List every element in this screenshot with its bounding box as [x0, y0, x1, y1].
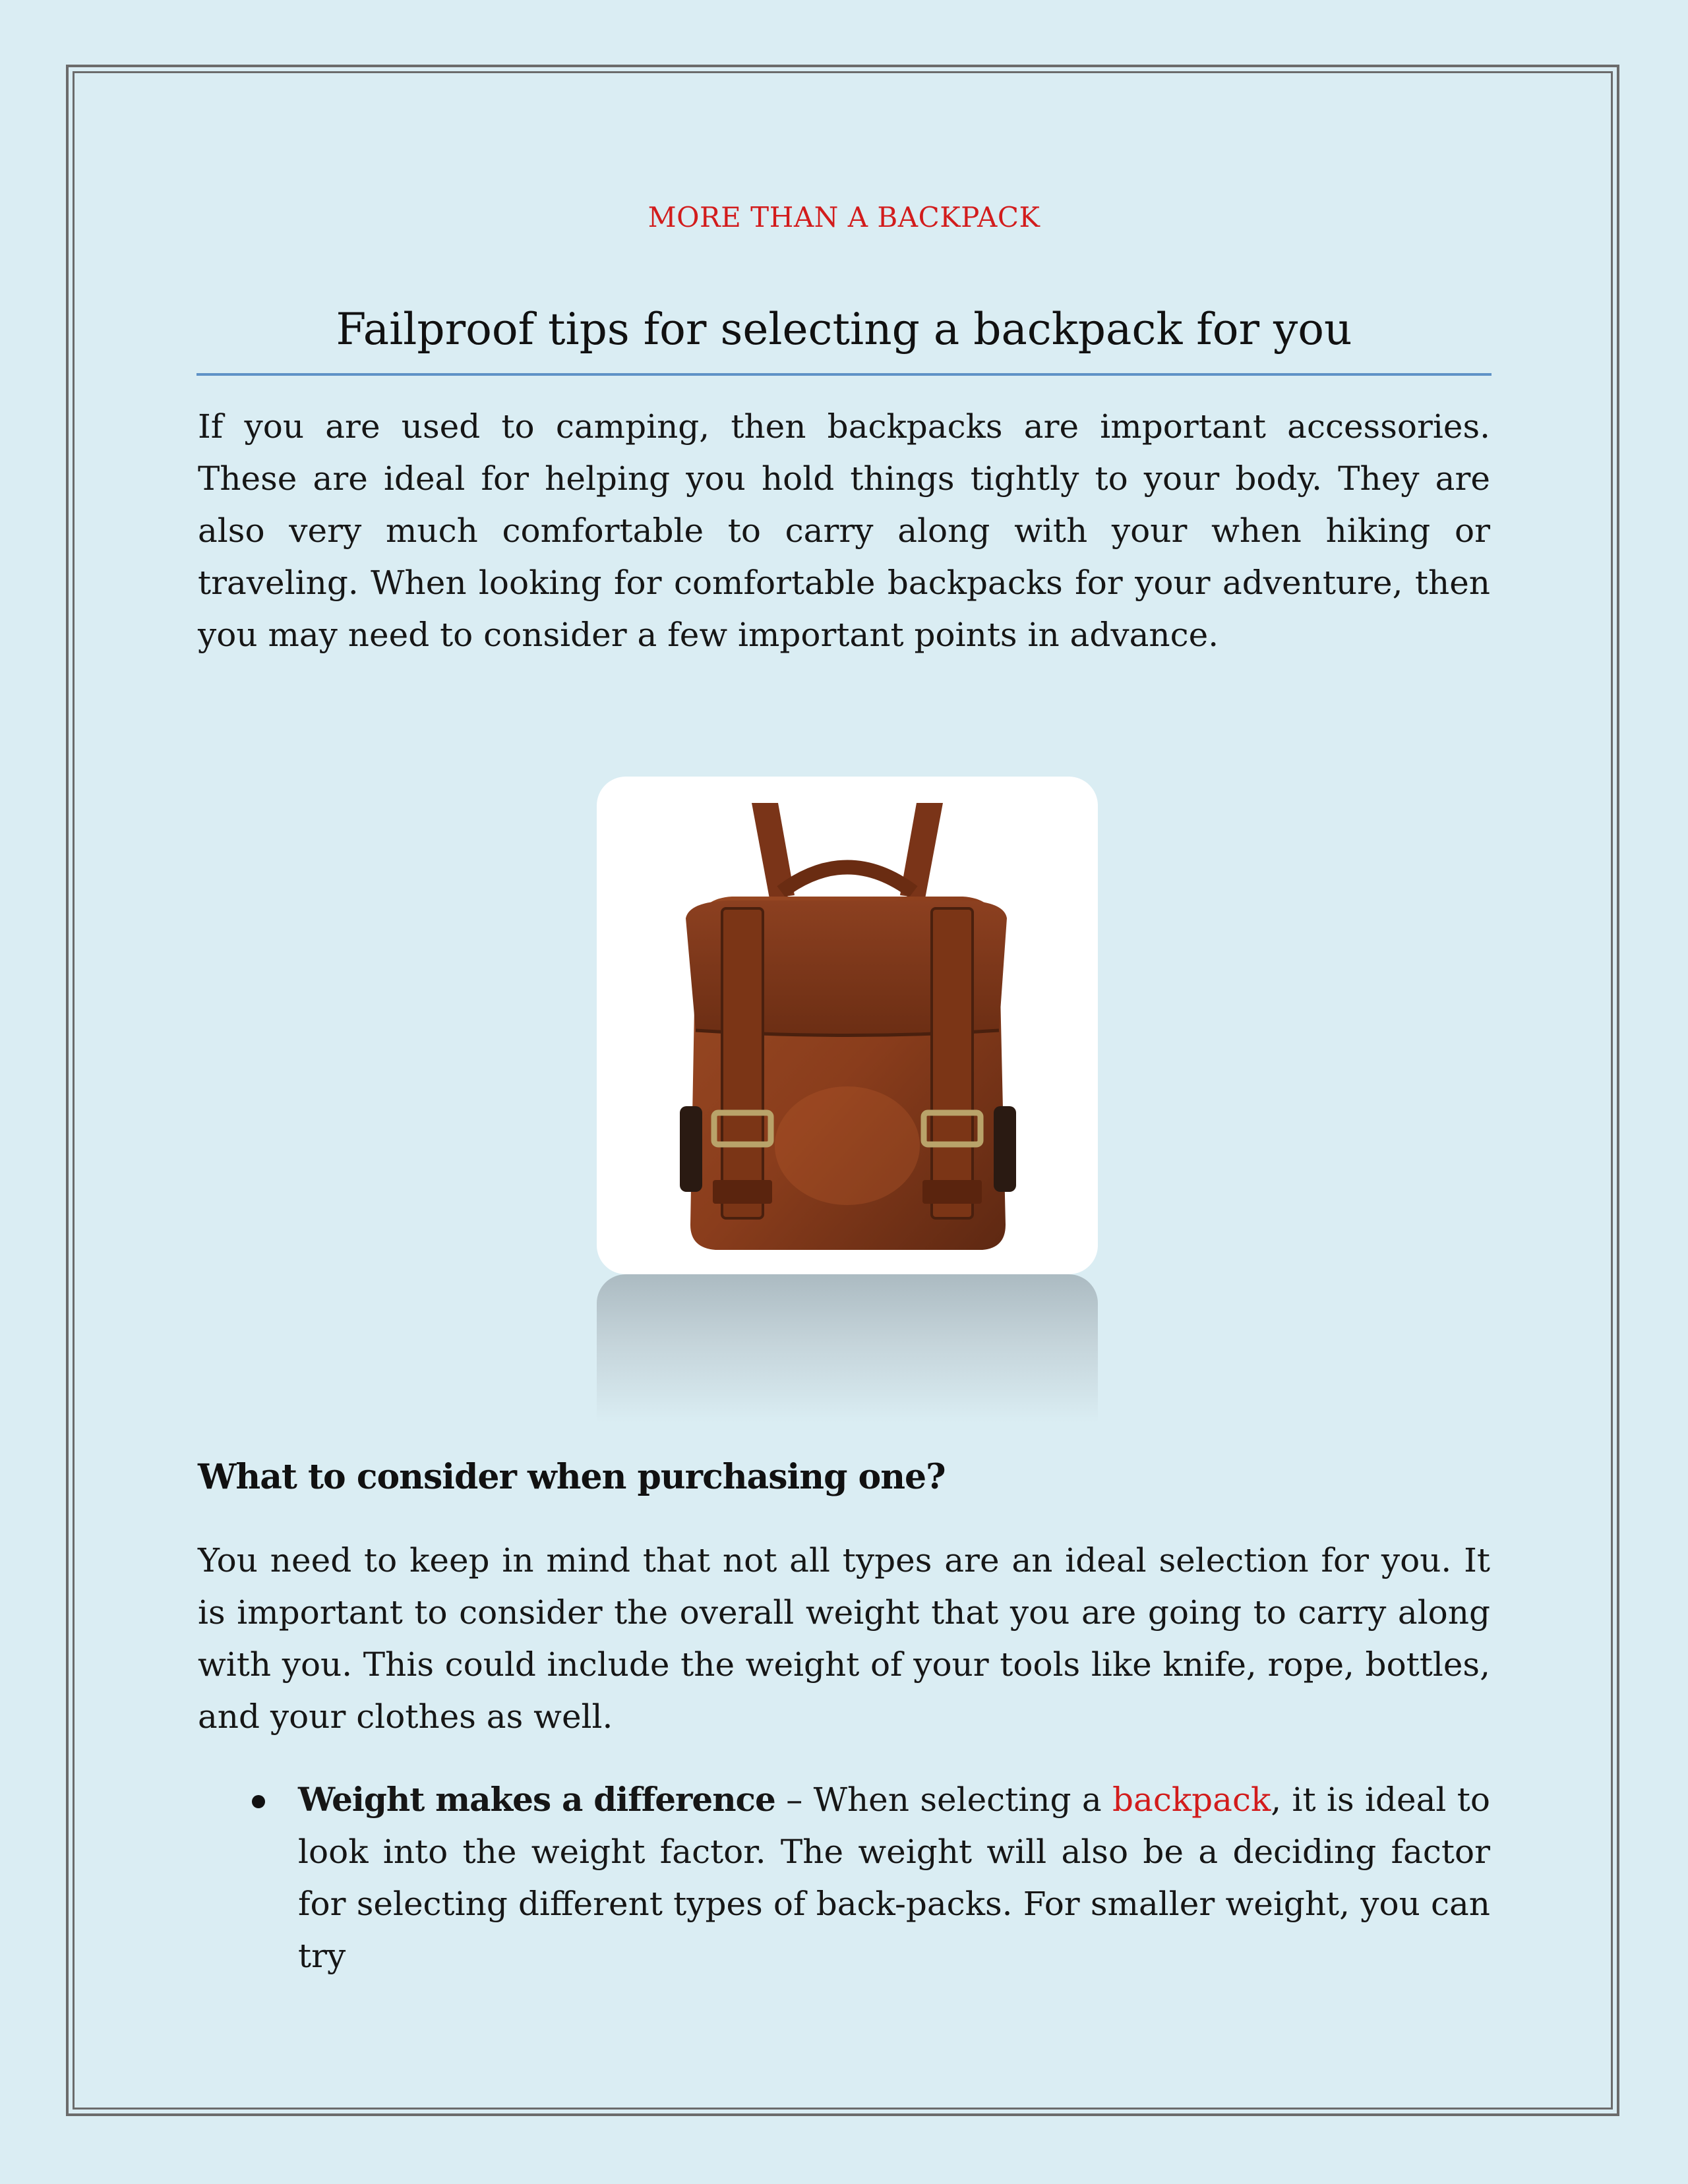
page-title: Failproof tips for selecting a backpack for you [196, 297, 1492, 376]
bullet-icon [252, 1795, 265, 1808]
intro-paragraph: If you are used to camping, then backpacks are important accessories. These are ideal for helping you hold things tightly to your body. They are also very much comfortable to carry along with your when hiking or traveling. When looking for comfortable backpacks for your adventure, then you may need to consider a few important points in advance. [198, 407, 1490, 654]
backpack-photo [597, 777, 1098, 1274]
document-header [198, 191, 1490, 661]
kicker-heading: MORE THAN A BACKPACK [648, 201, 1040, 233]
leather-backpack-icon [597, 777, 1098, 1274]
section-heading: What to consider when purchasing one? [198, 1457, 946, 1497]
bullet-separator: – When selecting a [775, 1781, 1113, 1819]
backpack-link[interactable]: backpack [1112, 1781, 1271, 1819]
bullet-text [298, 1773, 1490, 1982]
backpack-figure [597, 777, 1098, 1423]
bullet-body: , it is ideal to look into the weight factor. The weight will also be a deciding factor for selecting different types of back-packs. For smaller weight, you can try [298, 1781, 1490, 1975]
body-paragraph: You need to keep in mind that not all types are an ideal selection for you. It is important to consider the overall weight that you are going to carry along with you. This could include the weight of your tools like knife, rope, bottles, and your clothes as well. [198, 1541, 1490, 1736]
bullet-title: Weight makes a difference [298, 1780, 775, 1819]
photo-reflection [597, 1274, 1098, 1423]
list-item [198, 1773, 1490, 1982]
